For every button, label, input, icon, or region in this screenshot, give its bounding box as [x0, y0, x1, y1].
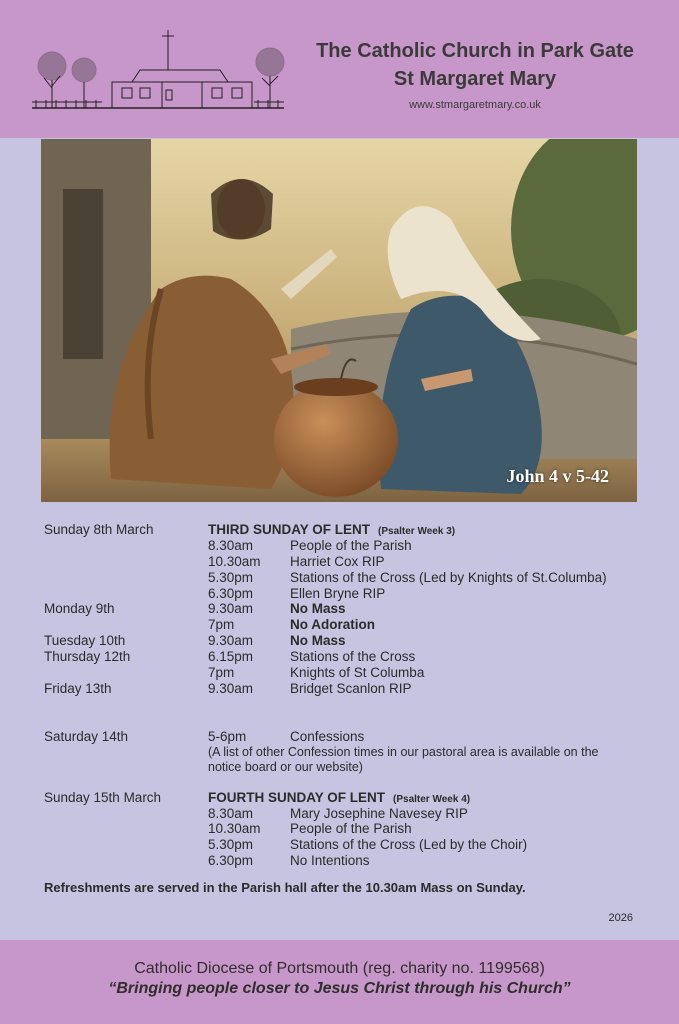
intention-label: No Intentions — [290, 853, 370, 869]
gospel-painting — [41, 139, 637, 502]
footer-band — [0, 940, 679, 1024]
intention-label: Stations of the Cross (Led by Knights of St.Columba) — [290, 569, 607, 585]
diocese-line: Catholic Diocese of Portsmouth (reg. charity no. 1199568) — [134, 960, 545, 977]
time-label: 8.30am — [208, 805, 254, 821]
day-label: Sunday 8th March — [44, 522, 154, 537]
time-label: 9.30am — [208, 633, 254, 649]
intention-label: Knights of St Columba — [290, 665, 425, 681]
time-label: 7pm — [208, 617, 235, 633]
parish-name: St Margaret Mary — [393, 68, 557, 90]
intention-label: People of the Parish — [290, 537, 412, 553]
confession-note: (A list of other Confession times in our pastoral area is available on the notice board or our website) — [208, 744, 599, 775]
schedule-row — [44, 538, 644, 554]
time-label: 5.30pm — [208, 569, 254, 585]
schedule-row — [44, 821, 644, 837]
schedule-row — [44, 681, 644, 697]
heading-text: FOURTH SUNDAY OF LENT — [208, 789, 386, 805]
intention-label: Harriet Cox RIP — [290, 553, 385, 569]
church-name: The Catholic Church in Park Gate — [316, 40, 634, 62]
schedule-row — [44, 790, 644, 806]
header-band — [0, 0, 679, 138]
time-label: 5.30pm — [208, 837, 254, 853]
schedule-row — [44, 853, 644, 869]
schedule-row — [44, 586, 644, 602]
schedule-row — [44, 554, 644, 570]
intention-label: Stations of the Cross — [290, 649, 416, 665]
mission-statement: “Bringing people closer to Jesus Christ through his Church” — [108, 980, 571, 997]
scripture-caption: John 4 v 5-42 — [506, 466, 609, 486]
spacer — [44, 697, 644, 729]
website-link[interactable]: www.stmargaretmary.co.uk — [409, 99, 541, 111]
year-label: 2026 — [608, 912, 633, 924]
intention-label: No Adoration — [290, 617, 375, 633]
intention-label: Bridget Scanlon RIP — [290, 680, 412, 696]
schedule-row — [44, 665, 644, 681]
time-label: 10.30am — [208, 553, 261, 569]
schedule-row — [44, 522, 644, 538]
heading-text: THIRD SUNDAY OF LENT — [208, 522, 371, 537]
day-label: Friday 13th — [44, 680, 112, 696]
schedule-row — [44, 570, 644, 586]
schedule-row — [44, 729, 644, 745]
intention-label: Confessions — [290, 728, 365, 744]
refreshments-notice: Refreshments are served in the Parish hall after the 10.30am Mass on Sunday. — [44, 880, 526, 895]
schedule-note-row — [44, 745, 644, 790]
schedule-row — [44, 601, 644, 617]
time-label: 9.30am — [208, 680, 254, 696]
schedule-row — [44, 837, 644, 853]
day-label: Tuesday 10th — [44, 633, 126, 649]
psalter-week: (Psalter Week 4) — [393, 793, 471, 805]
time-label: 6.30pm — [208, 853, 254, 869]
church-logo — [22, 26, 290, 114]
schedule-row — [44, 806, 644, 822]
time-label: 7pm — [208, 665, 235, 681]
intention-label: No Mass — [290, 633, 346, 649]
intention-label: Mary Josephine Navesey RIP — [290, 805, 468, 821]
psalter-week: (Psalter Week 3) — [378, 526, 456, 537]
schedule-row — [44, 649, 644, 665]
day-label: Monday 9th — [44, 601, 115, 617]
time-label: 6.15pm — [208, 649, 254, 665]
day-label: Saturday 14th — [44, 728, 129, 744]
day-label: Sunday 15th March — [44, 789, 162, 805]
intention-label: People of the Parish — [290, 821, 412, 837]
time-label: 10.30am — [208, 821, 261, 837]
painting-illustration — [41, 139, 637, 502]
intention-label: Ellen Bryne RIP — [290, 585, 386, 601]
schedule-row — [44, 617, 644, 633]
time-label: 6.30pm — [208, 585, 254, 601]
time-label: 9.30am — [208, 601, 254, 617]
time-label: 8.30am — [208, 537, 254, 553]
mass-schedule — [44, 522, 644, 869]
intention-label: No Mass — [290, 601, 346, 617]
schedule-row — [44, 633, 644, 649]
time-label: 5-6pm — [208, 728, 247, 744]
day-label: Thursday 12th — [44, 649, 131, 665]
intention-label: Stations of the Cross (Led by the Choir) — [290, 837, 528, 853]
